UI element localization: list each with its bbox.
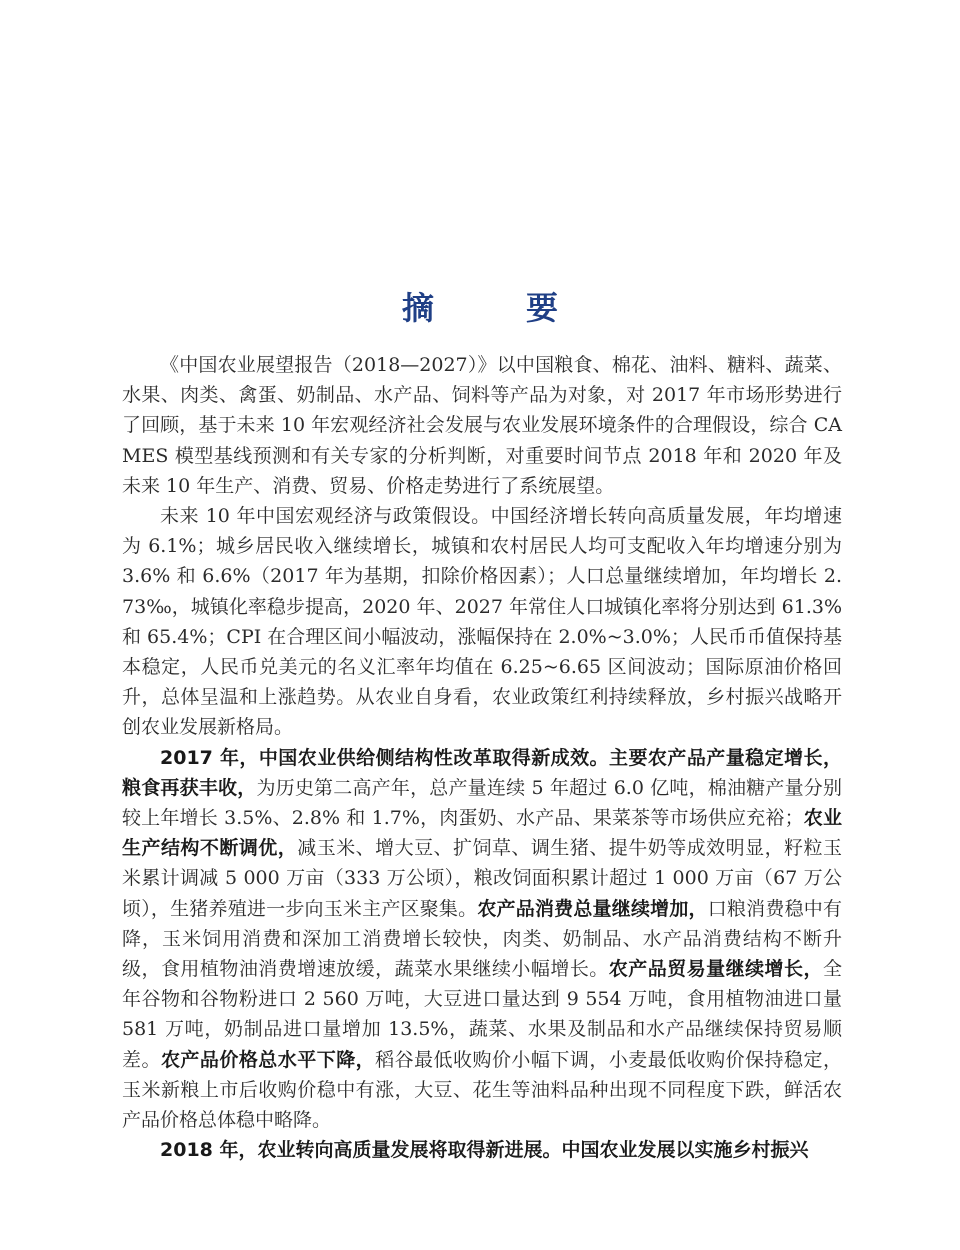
bold-heading-segment: 农产品贸易量继续增长， bbox=[608, 958, 823, 981]
bold-heading-segment: 2018 年，农业转向高质量发展将取得新进展。中国农业发展以实施乡村振兴 bbox=[160, 1139, 809, 1162]
paragraph-intro bbox=[122, 350, 842, 501]
bold-heading-segment: 农业生产结构不断调优， bbox=[122, 807, 842, 860]
text-segment: 口粮消费稳中有降，玉米饲用消费和深加工消费增长较快，肉类、奶制品、水产品消费结构不断升级，食用植物油消费增速放缓，蔬菜水果继续小幅增长。 bbox=[122, 897, 842, 981]
title-char-2: 要 bbox=[526, 289, 559, 328]
title-char-1: 摘 bbox=[401, 289, 434, 328]
bold-heading-segment: 农产品消费总量继续增加， bbox=[477, 897, 708, 920]
abstract-body bbox=[122, 350, 842, 1165]
page-title bbox=[0, 283, 960, 329]
text-segment: 稻谷最低收购价小幅下调，小麦最低收购价保持稳定，玉米新粮上市后收购价稳中有涨，大豆、花生等油料品种出现不同程度下跌，鲜活农产品价格总体稳中略降。 bbox=[122, 1048, 842, 1132]
text-segment: 《中国农业展望报告（2018—2027）》以中国粮食、棉花、油料、糖料、蔬菜、水果、肉类、禽蛋、奶制品、水产品、饲料等产品为对象，对 2017 年市场形势进行了回顾，基于未来 10 年宏观经济社会发展与农业发展环境条件的合理假设，综合 CAMES 模型基线预测和有关专家的分析判断，对重要时间节点 2018 年和 2020 年及未来 10 年生产、消费、贸易、价格走势进行了系统展望。 bbox=[122, 354, 842, 497]
bold-heading-segment: 2017 年，中国农业供给侧结构性改革取得新成效。主要农产品产量稳定增长，粮食再获丰收， bbox=[122, 746, 842, 799]
paragraph-macro-assumptions bbox=[122, 501, 842, 743]
text-segment: 全年谷物和谷物粉进口 2 560 万吨，大豆进口量达到 9 554 万吨，食用植物油进口量 581 万吨，奶制品进口量增加 13.5%，蔬菜、水果及制品和水产品继续保持贸易顺差。 bbox=[122, 958, 842, 1071]
bold-heading-segment: 农产品价格总水平下降， bbox=[160, 1048, 376, 1071]
paragraph-2017-review bbox=[122, 743, 842, 1136]
paragraph-2018-outlook bbox=[122, 1135, 842, 1165]
text-segment: 为历史第二高产年，总产量连续 5 年超过 6.0 亿吨，棉油糖产量分别较上年增长 3.5%、2.8% 和 1.7%，肉蛋奶、水产品、果菜茶等市场供应充裕； bbox=[122, 776, 842, 830]
text-segment: 减玉米、增大豆、扩饲草、调生猪、提牛奶等成效明显，籽粒玉米累计调减 5 000 万亩（333 万公顷），粮改饲面积累计超过 1 000 万亩（67 万公顷），生猪养殖进一步向玉米主产区聚集。 bbox=[122, 837, 842, 920]
text-segment: 未来 10 年中国宏观经济与政策假设。中国经济增长转向高质量发展，年均增速为 6.1%；城乡居民收入继续增长，城镇和农村居民人均可支配收入年均增速分别为 3.6% 和 6.6%（2017 年为基期，扣除价格因素）；人口总量继续增加，年均增长 2.73‰，城镇化率稳步提高，2020 年、2027 年常住人口城镇化率将分别达到 61.3% 和 65.4%；CPI 在合理区间小幅波动，涨幅保持在 2.0%~3.0%；人民币币值保持基本稳定，人民币兑美元的名义汇率年均值在 6.25~6.65 区间波动；国际原油价格回升，总体呈温和上涨趋势。从农业自身看，农业政策红利持续释放，乡村振兴战略开创农业发展新格局。 bbox=[122, 505, 842, 739]
